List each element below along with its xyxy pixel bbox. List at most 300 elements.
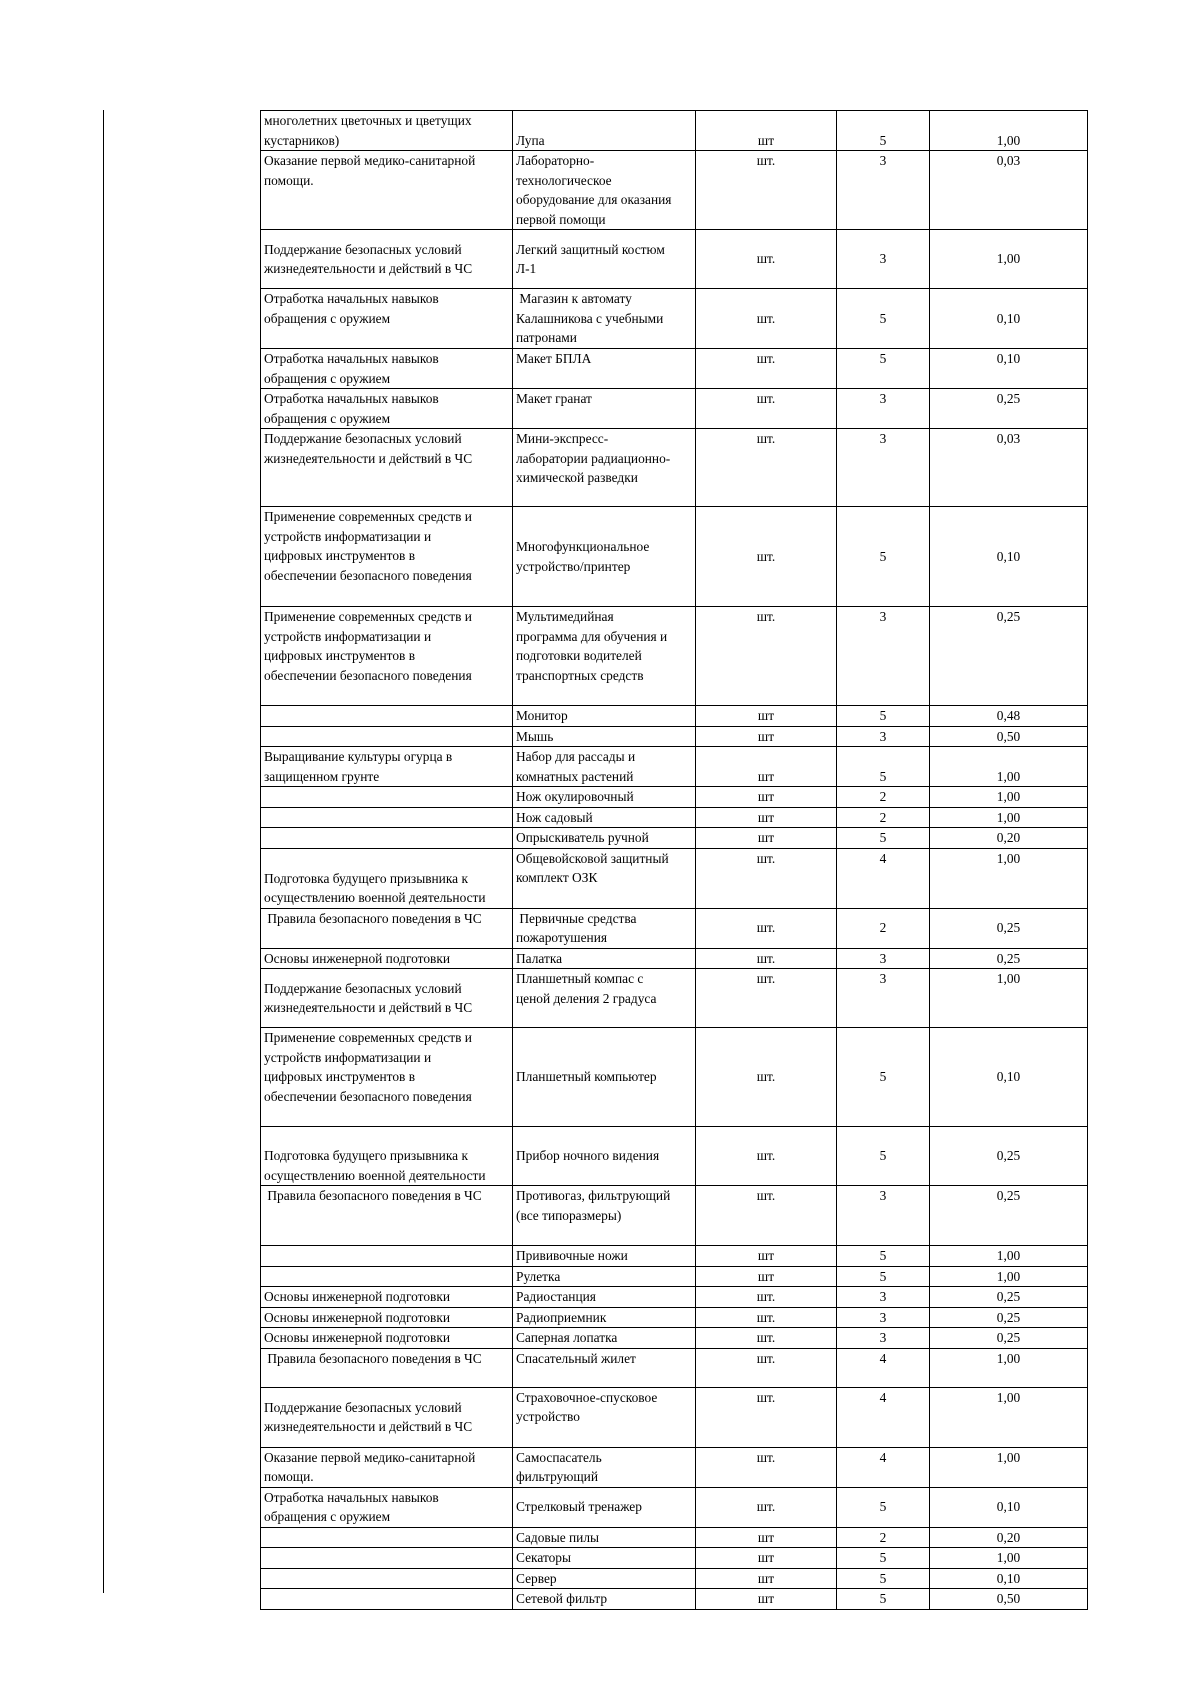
activity-cell <box>261 1548 513 1569</box>
unit-cell <box>696 1447 837 1487</box>
unit-cell-text: шт <box>757 1248 775 1263</box>
coefficient-cell-text: 0,25 <box>996 1148 1021 1164</box>
unit-cell-text: шт. <box>756 920 776 936</box>
coefficient-cell-text: 0,20 <box>996 1529 1021 1545</box>
item-cell-text: Лабораторно- технологическое оборудование для оказания первой помощи <box>516 153 672 227</box>
table-row <box>261 726 1088 747</box>
coefficient-cell-text: 1,00 <box>996 1268 1021 1284</box>
unit-cell <box>696 828 837 849</box>
quantity-cell-text: 3 <box>879 391 887 406</box>
table-row <box>261 1548 1088 1569</box>
quantity-cell <box>837 1527 930 1548</box>
quantity-cell-text: 3 <box>879 1188 887 1203</box>
quantity-cell-text: 3 <box>879 1289 887 1304</box>
item-cell-text: Сетевой фильтр <box>516 1591 608 1606</box>
quantity-cell <box>837 230 930 289</box>
quantity-cell-text: 3 <box>879 1309 887 1325</box>
coefficient-cell-text: 0,10 <box>996 1069 1021 1085</box>
table-row <box>261 1307 1088 1328</box>
unit-cell <box>696 848 837 908</box>
coefficient-cell-text: 0,25 <box>996 1289 1021 1304</box>
coefficient-cell <box>930 828 1088 849</box>
quantity-cell <box>837 787 930 808</box>
coefficient-cell-text: 1,00 <box>996 251 1021 267</box>
quantity-cell <box>837 747 930 787</box>
item-cell <box>513 908 696 948</box>
unit-cell-text: шт. <box>756 850 776 866</box>
quantity-cell-text: 3 <box>879 1330 887 1345</box>
unit-cell-text: шт <box>757 1591 775 1606</box>
activity-cell <box>261 1186 513 1246</box>
table-row <box>261 507 1088 607</box>
activity-cell <box>261 1487 513 1527</box>
table-row <box>261 1589 1088 1610</box>
quantity-cell <box>837 726 930 747</box>
item-cell-text: Нож садовый <box>516 809 593 825</box>
coefficient-cell <box>930 1127 1088 1186</box>
item-cell-text: Садовые пилы <box>516 1529 600 1545</box>
unit-cell-text: шт. <box>756 609 776 624</box>
activity-cell-text: Подготовка будущего призывника к осуществлению военной деятельности <box>264 870 486 905</box>
quantity-cell <box>837 389 930 429</box>
activity-cell <box>261 389 513 429</box>
activity-cell-text: Основы инженерной подготовки <box>264 1309 451 1325</box>
table-row <box>261 1127 1088 1186</box>
unit-cell <box>696 969 837 1028</box>
item-cell <box>513 969 696 1028</box>
unit-cell <box>696 1387 837 1447</box>
coefficient-cell <box>930 848 1088 908</box>
activity-cell <box>261 908 513 948</box>
coefficient-cell-text: 0,25 <box>996 1309 1021 1325</box>
table-row <box>261 1028 1088 1127</box>
unit-cell-text: шт <box>757 789 775 804</box>
activity-cell-text: Основы инженерной подготовки <box>264 950 451 966</box>
coefficient-cell-text: 0,20 <box>996 830 1021 845</box>
activity-cell <box>261 1568 513 1589</box>
activity-cell-text: Отработка начальных навыков обращения с оружием <box>264 291 439 326</box>
activity-cell <box>261 1307 513 1328</box>
quantity-cell-text: 5 <box>879 1550 887 1565</box>
unit-cell-text: шт. <box>756 251 776 267</box>
unit-cell <box>696 429 837 507</box>
quantity-cell-text: 2 <box>879 1529 887 1545</box>
unit-cell-text: шт. <box>756 1330 776 1345</box>
item-cell-text: Планшетный компьютер <box>516 1069 657 1085</box>
table-row <box>261 908 1088 948</box>
activity-cell <box>261 1589 513 1610</box>
activity-cell <box>261 111 513 151</box>
table-row <box>261 747 1088 787</box>
coefficient-cell-text: 1,00 <box>996 1350 1021 1366</box>
coefficient-cell <box>930 111 1088 151</box>
coefficient-cell <box>930 1328 1088 1349</box>
coefficient-cell-text: 0,10 <box>996 1570 1021 1586</box>
coefficient-cell-text: 0,50 <box>996 1591 1021 1606</box>
quantity-cell-text: 5 <box>879 548 887 564</box>
quantity-cell <box>837 848 930 908</box>
activity-cell <box>261 1028 513 1127</box>
item-cell <box>513 1186 696 1246</box>
table-row <box>261 1487 1088 1527</box>
table-row <box>261 787 1088 808</box>
unit-cell-text: шт. <box>756 1188 776 1203</box>
item-cell <box>513 726 696 747</box>
quantity-cell <box>837 908 930 948</box>
unit-cell <box>696 948 837 969</box>
activity-cell <box>261 969 513 1028</box>
item-cell <box>513 1246 696 1267</box>
quantity-cell <box>837 1487 930 1527</box>
coefficient-cell-text: 0,25 <box>996 920 1021 936</box>
quantity-cell <box>837 1548 930 1569</box>
coefficient-cell <box>930 948 1088 969</box>
activity-cell-text: Подготовка будущего призывника к осуществлению военной деятельности <box>264 1148 486 1183</box>
unit-cell <box>696 1348 837 1387</box>
quantity-cell <box>837 1568 930 1589</box>
unit-cell <box>696 1127 837 1186</box>
item-cell <box>513 828 696 849</box>
coefficient-cell <box>930 1246 1088 1267</box>
unit-cell-text: шт. <box>756 1350 776 1366</box>
quantity-cell-text: 4 <box>879 1350 887 1366</box>
activity-cell <box>261 151 513 230</box>
left-margin-line <box>103 110 104 1593</box>
item-cell-text: Общевойсковой защитный комплект ОЗК <box>516 850 669 885</box>
activity-cell-text: Отработка начальных навыков обращения с оружием <box>264 391 439 426</box>
coefficient-cell-text: 1,00 <box>996 789 1021 804</box>
unit-cell-text: шт. <box>756 1289 776 1304</box>
coefficient-cell-text: 0,25 <box>996 950 1021 966</box>
activity-cell <box>261 848 513 908</box>
quantity-cell <box>837 1127 930 1186</box>
item-cell-text: Радиоприемник <box>516 1309 607 1325</box>
unit-cell <box>696 111 837 151</box>
item-cell <box>513 1028 696 1127</box>
quantity-cell-text: 3 <box>879 950 887 966</box>
item-cell-text: Мультимедийная программа для обучения и подготовки водителей транспортных средств <box>516 609 668 683</box>
table-row <box>261 1447 1088 1487</box>
quantity-cell <box>837 111 930 151</box>
quantity-cell <box>837 349 930 389</box>
item-cell-text: Легкий защитный костюм Л-1 <box>516 241 665 276</box>
activity-cell <box>261 349 513 389</box>
activity-cell <box>261 1447 513 1487</box>
coefficient-cell <box>930 289 1088 349</box>
unit-cell-text: шт <box>757 768 775 784</box>
quantity-cell <box>837 1028 930 1127</box>
quantity-cell-text: 4 <box>879 1449 887 1465</box>
coefficient-cell-text: 0,25 <box>996 1330 1021 1345</box>
item-cell <box>513 389 696 429</box>
quantity-cell-text: 3 <box>879 971 887 986</box>
coefficient-cell <box>930 230 1088 289</box>
quantity-cell <box>837 1266 930 1287</box>
unit-cell <box>696 1487 837 1527</box>
activity-cell-text: Поддержание безопасных условий жизнедеятельности и действий в ЧС <box>264 1399 473 1434</box>
quantity-cell <box>837 1186 930 1246</box>
table-row <box>261 1266 1088 1287</box>
table-row <box>261 607 1088 706</box>
unit-cell <box>696 706 837 727</box>
unit-cell-text: шт. <box>756 391 776 406</box>
activity-cell-text: Основы инженерной подготовки <box>264 1289 451 1304</box>
item-cell <box>513 1307 696 1328</box>
unit-cell-text: шт. <box>756 310 776 326</box>
quantity-cell <box>837 151 930 230</box>
unit-cell-text: шт <box>757 728 775 744</box>
item-cell <box>513 1548 696 1569</box>
item-cell <box>513 1527 696 1548</box>
quantity-cell-text: 3 <box>879 728 887 744</box>
unit-cell <box>696 807 837 828</box>
quantity-cell-text: 5 <box>879 830 887 845</box>
coefficient-cell-text: 0,25 <box>996 609 1021 624</box>
item-cell-text: Опрыскиватель ручной <box>516 830 649 845</box>
unit-cell-text: шт <box>757 1550 775 1565</box>
coefficient-cell <box>930 969 1088 1028</box>
unit-cell <box>696 1548 837 1569</box>
quantity-cell <box>837 807 930 828</box>
unit-cell-text: шт. <box>756 351 776 366</box>
unit-cell <box>696 1307 837 1328</box>
item-cell-text: Радиостанция <box>516 1289 596 1304</box>
unit-cell-text: шт. <box>756 971 776 986</box>
table-row <box>261 1328 1088 1349</box>
unit-cell-text: шт <box>757 1570 775 1586</box>
activity-cell <box>261 429 513 507</box>
item-cell-text: Стрелковый тренажер <box>516 1499 642 1515</box>
coefficient-cell-text: 1,00 <box>996 850 1021 866</box>
activity-cell-text: Правила безопасного поведения в ЧС <box>264 1350 482 1366</box>
item-cell-text: Палатка <box>516 950 563 966</box>
activity-cell-text: Оказание первой медико-санитарной помощи. <box>264 1449 476 1484</box>
coefficient-cell <box>930 726 1088 747</box>
quantity-cell-text: 5 <box>879 1148 887 1164</box>
item-cell <box>513 1387 696 1447</box>
unit-cell <box>696 151 837 230</box>
coefficient-cell <box>930 1387 1088 1447</box>
coefficient-cell-text: 0,48 <box>996 708 1021 723</box>
table-row <box>261 848 1088 908</box>
quantity-cell-text: 5 <box>879 1591 887 1606</box>
coefficient-cell <box>930 607 1088 706</box>
quantity-cell <box>837 1387 930 1447</box>
activity-cell <box>261 828 513 849</box>
activity-cell-text: Отработка начальных навыков обращения с оружием <box>264 351 439 386</box>
activity-cell <box>261 1527 513 1548</box>
quantity-cell <box>837 607 930 706</box>
coefficient-cell <box>930 349 1088 389</box>
activity-cell-text: Поддержание безопасных условий жизнедеятельности и действий в ЧС <box>264 241 473 276</box>
coefficient-cell-text: 0,25 <box>996 1188 1021 1203</box>
table-row <box>261 429 1088 507</box>
item-cell-text: Многофункциональное устройство/принтер <box>516 539 650 574</box>
activity-cell-text: многолетних цветочных и цветущих кустарников) <box>264 113 472 148</box>
unit-cell <box>696 1186 837 1246</box>
activity-cell-text: Применение современных средств и устройств информатизации и цифровых инструментов в обеспечении безопасного поведения <box>264 609 472 683</box>
coefficient-cell <box>930 1548 1088 1569</box>
quantity-cell-text: 4 <box>879 1389 887 1405</box>
unit-cell-text: шт. <box>756 1148 776 1164</box>
item-cell <box>513 1348 696 1387</box>
coefficient-cell-text: 0,03 <box>996 431 1021 446</box>
quantity-cell-text: 5 <box>879 1069 887 1085</box>
coefficient-cell <box>930 908 1088 948</box>
coefficient-cell-text: 0,25 <box>996 391 1021 406</box>
item-cell-text: Самоспасатель фильтрующий <box>516 1449 602 1484</box>
activity-cell <box>261 726 513 747</box>
activity-cell <box>261 807 513 828</box>
item-cell <box>513 787 696 808</box>
activity-cell <box>261 1246 513 1267</box>
unit-cell <box>696 1568 837 1589</box>
quantity-cell <box>837 948 930 969</box>
unit-cell-text: шт <box>757 132 775 148</box>
item-cell-text: Страховочное-спусковое устройство <box>516 1389 658 1424</box>
quantity-cell-text: 5 <box>879 310 887 326</box>
item-cell <box>513 1487 696 1527</box>
coefficient-cell <box>930 1307 1088 1328</box>
coefficient-cell <box>930 787 1088 808</box>
quantity-cell <box>837 1589 930 1610</box>
quantity-cell-text: 5 <box>879 1570 887 1586</box>
quantity-cell-text: 5 <box>879 1248 887 1263</box>
item-cell <box>513 747 696 787</box>
item-cell <box>513 948 696 969</box>
quantity-cell <box>837 1307 930 1328</box>
unit-cell <box>696 1028 837 1127</box>
quantity-cell-text: 3 <box>879 609 887 624</box>
coefficient-cell <box>930 429 1088 507</box>
table-row <box>261 389 1088 429</box>
unit-cell-text: шт. <box>756 153 776 168</box>
table-row <box>261 1348 1088 1387</box>
item-cell-text: Спасательный жилет <box>516 1350 636 1366</box>
unit-cell-text: шт. <box>756 1309 776 1325</box>
unit-cell-text: шт. <box>756 1449 776 1465</box>
unit-cell-text: шт <box>757 830 775 845</box>
unit-cell <box>696 1287 837 1308</box>
activity-cell <box>261 1348 513 1387</box>
item-cell-text: Саперная лопатка <box>516 1330 618 1345</box>
activity-cell <box>261 948 513 969</box>
unit-cell-text: шт. <box>756 1069 776 1085</box>
item-cell <box>513 1589 696 1610</box>
unit-cell-text: шт <box>757 1268 775 1284</box>
activity-cell <box>261 230 513 289</box>
item-cell-text: Прививочные ножи <box>516 1248 628 1263</box>
table-row <box>261 807 1088 828</box>
item-cell <box>513 607 696 706</box>
quantity-cell-text: 3 <box>879 153 887 168</box>
unit-cell <box>696 349 837 389</box>
table-row <box>261 706 1088 727</box>
activity-cell <box>261 1127 513 1186</box>
item-cell-text: Мышь <box>516 728 554 744</box>
coefficient-cell <box>930 1186 1088 1246</box>
coefficient-cell <box>930 1028 1088 1127</box>
item-cell <box>513 507 696 607</box>
table-row <box>261 969 1088 1028</box>
item-cell-text: Макет БПЛА <box>516 351 592 366</box>
table-row <box>261 111 1088 151</box>
coefficient-cell <box>930 1287 1088 1308</box>
item-cell-text: Рулетка <box>516 1268 561 1284</box>
quantity-cell-text: 2 <box>879 789 887 804</box>
table-row <box>261 948 1088 969</box>
quantity-cell-text: 3 <box>879 251 887 267</box>
item-cell-text: Лупа <box>516 132 545 148</box>
coefficient-cell-text: 1,00 <box>996 809 1021 825</box>
quantity-cell-text: 5 <box>879 1268 887 1284</box>
item-cell-text: Набор для рассады и комнатных растений <box>516 749 636 784</box>
item-cell-text: Противогаз, фильтрующий (все типоразмеры) <box>516 1188 671 1223</box>
quantity-cell <box>837 969 930 1028</box>
quantity-cell <box>837 507 930 607</box>
item-cell <box>513 1266 696 1287</box>
item-cell <box>513 848 696 908</box>
item-cell <box>513 111 696 151</box>
item-cell-text: Монитор <box>516 708 568 723</box>
activity-cell <box>261 706 513 727</box>
item-cell-text: Магазин к автомату Калашникова с учебными патронами <box>516 291 664 346</box>
activity-cell <box>261 607 513 706</box>
activity-cell-text: Оказание первой медико-санитарной помощи. <box>264 153 476 188</box>
activity-cell-text: Поддержание безопасных условий жизнедеятельности и действий в ЧС <box>264 431 473 466</box>
item-cell-text: Мини-экспресс- лаборатории радиационно- химической разведки <box>516 431 671 485</box>
unit-cell-text: шт. <box>756 1499 776 1515</box>
coefficient-cell-text: 0,10 <box>996 1499 1021 1515</box>
table-row <box>261 1186 1088 1246</box>
coefficient-cell-text: 1,00 <box>996 971 1021 986</box>
coefficient-cell <box>930 706 1088 727</box>
coefficient-cell <box>930 807 1088 828</box>
activity-cell <box>261 507 513 607</box>
quantity-cell <box>837 429 930 507</box>
activity-cell-text: Выращивание культуры огурца в защищенном грунте <box>264 749 453 784</box>
unit-cell <box>696 1589 837 1610</box>
quantity-cell <box>837 828 930 849</box>
coefficient-cell-text: 1,00 <box>996 132 1021 148</box>
coefficient-cell <box>930 1447 1088 1487</box>
item-cell <box>513 289 696 349</box>
quantity-cell <box>837 1287 930 1308</box>
activity-cell-text: Поддержание безопасных условий жизнедеятельности и действий в ЧС <box>264 980 473 1015</box>
item-cell <box>513 706 696 727</box>
quantity-cell-text: 5 <box>879 768 887 784</box>
coefficient-cell <box>930 151 1088 230</box>
item-cell <box>513 1447 696 1487</box>
coefficient-cell-text: 0,03 <box>996 153 1021 168</box>
coefficient-cell <box>930 1487 1088 1527</box>
item-cell-text: Нож окулировочный <box>516 789 634 804</box>
equipment-table <box>260 110 1088 1610</box>
quantity-cell <box>837 289 930 349</box>
quantity-cell <box>837 1328 930 1349</box>
item-cell-text: Прибор ночного видения <box>516 1148 660 1164</box>
item-cell <box>513 1127 696 1186</box>
item-cell <box>513 349 696 389</box>
coefficient-cell-text: 1,00 <box>996 768 1021 784</box>
table-row <box>261 1287 1088 1308</box>
quantity-cell-text: 5 <box>879 708 887 723</box>
table-row <box>261 1568 1088 1589</box>
item-cell <box>513 230 696 289</box>
coefficient-cell-text: 0,10 <box>996 310 1021 326</box>
item-cell-text: Первичные средства пожаротушения <box>516 910 637 945</box>
item-cell-text: Секаторы <box>516 1550 572 1565</box>
